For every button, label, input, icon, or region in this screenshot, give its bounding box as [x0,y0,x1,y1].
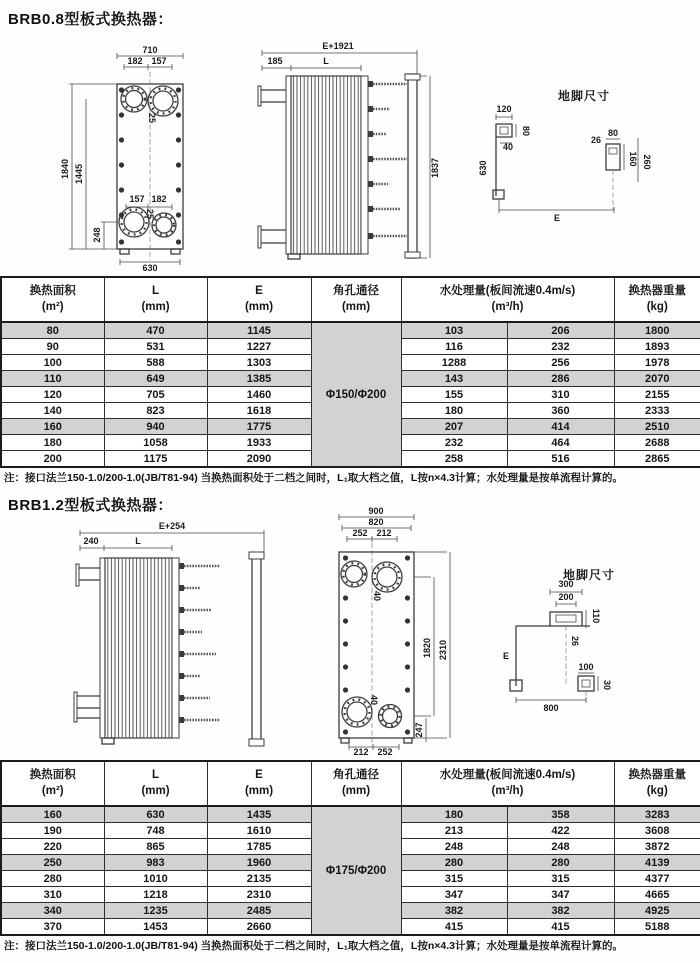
cell: 1235 [104,903,207,919]
cell: 280 [401,855,507,871]
cell: 464 [507,435,614,451]
dim-label: 252 [352,528,368,538]
plate-outline [339,552,414,743]
dim-label: 182 [127,56,143,66]
plate-pack [100,558,179,744]
cell: 2070 [614,371,700,387]
cell: 4665 [614,887,700,903]
cell: 1010 [104,871,207,887]
hole-size-cell: Φ150/Φ200 [311,322,401,467]
dim-label: 100 [578,662,594,672]
cell: 3283 [614,806,700,823]
cell: 143 [401,371,507,387]
cell: 315 [401,871,507,887]
brb12-foundation-drawing [486,566,700,716]
tie-bolts [179,563,220,723]
cell: 256 [507,355,614,371]
cell: 1303 [207,355,311,371]
cell: 649 [104,371,207,387]
section2-title: BRB1.2型板式换热器： [8,497,173,514]
cell: 3608 [614,823,700,839]
cell: 1775 [207,419,311,435]
cell: 382 [507,903,614,919]
cell: 280 [1,871,104,887]
dim-label: 1840 [60,158,70,180]
dim-label: 26 [590,135,602,145]
col-header: 换热器重量 (kg) [614,277,700,322]
dim-label: 630 [142,263,158,272]
dim-label: 1820 [422,637,432,659]
dim-label: 252 [377,747,393,757]
support-column [405,74,420,258]
cell: 1385 [207,371,311,387]
dim-label: E+254 [158,521,186,531]
col-header: 角孔通径 (mm) [311,277,401,322]
brb08-front-view-drawing [50,44,283,272]
dimension-lines [80,530,264,554]
cell: 347 [507,887,614,903]
cell: 80 [1,322,104,339]
brb12-side-view-drawing [52,520,282,758]
cell: 248 [507,839,614,855]
cell: 206 [507,322,614,339]
cell: 140 [1,403,104,419]
cell: 4925 [614,903,700,919]
cell: 258 [401,451,507,468]
dimension-labels [83,521,185,546]
col-header: E (mm) [207,277,311,322]
col-header: 水处理量(板间流速0.4m/s) (m³/h) [401,277,614,322]
dim-label: 80 [521,125,531,137]
cell: 2310 [207,887,311,903]
cell: 1610 [207,823,311,839]
dimension-labels [503,579,612,713]
cell: 705 [104,387,207,403]
cell: 470 [104,322,207,339]
cell: 2090 [207,451,311,468]
cell: 232 [401,435,507,451]
dim-label: L [323,56,329,66]
cell: 748 [104,823,207,839]
dim-label: 25 [147,112,157,124]
dim-label: 260 [642,154,652,170]
cell: 90 [1,339,104,355]
col-header: 换热面积 (m²) [1,277,104,322]
foundation-outline [510,612,594,700]
cell: 3872 [614,839,700,855]
dim-label: 157 [129,194,145,204]
cell: 1453 [104,919,207,936]
cell: 360 [507,403,614,419]
cell: 1288 [401,355,507,371]
cell: 190 [1,823,104,839]
dim-label: 710 [142,45,158,55]
cell: 370 [1,919,104,936]
cell: 1933 [207,435,311,451]
dim-label: 26 [570,635,580,647]
dim-label: 25 [145,208,155,220]
cell: 180 [401,403,507,419]
cell: 250 [1,855,104,871]
cell: 415 [507,919,614,936]
foundation-title: 地脚尺寸 [562,568,616,582]
cell: 180 [401,806,507,823]
cell: 4377 [614,871,700,887]
dim-label: 2310 [438,639,448,661]
table-row [1,322,700,339]
cell: 1058 [104,435,207,451]
cell: 422 [507,823,614,839]
cell: 415 [401,919,507,936]
dim-label: 40 [369,694,379,706]
cell: 1960 [207,855,311,871]
brb08-side-view-drawing [252,40,447,272]
dim-label: E [553,213,561,223]
cell: 983 [104,855,207,871]
cell: 531 [104,339,207,355]
cell: 630 [104,806,207,823]
cell: 1145 [207,322,311,339]
dimension-labels [478,104,652,223]
dim-label: 200 [558,592,574,602]
cell: 2510 [614,419,700,435]
cell: 1227 [207,339,311,355]
dim-label: 1445 [74,163,84,185]
left-flanges [258,86,290,248]
cell: 2135 [207,871,311,887]
cell: 213 [401,823,507,839]
table-note: 注：接口法兰150-1.0/200-1.0(JB/T81-94) 当换热面积处于二档之间时，L₁取大档之值，L按n×4.3计算；水处理量是按单流程计算的。 [4,472,623,484]
cell: 310 [1,887,104,903]
cell: 1785 [207,839,311,855]
cell: 200 [1,451,104,468]
cell: 2333 [614,403,700,419]
tie-bolts [368,81,407,239]
dim-label: 80 [607,128,619,138]
cell: 220 [1,839,104,855]
col-header: L (mm) [104,761,207,806]
cell: 588 [104,355,207,371]
cell: 823 [104,403,207,419]
cell: 2688 [614,435,700,451]
cell: 2155 [614,387,700,403]
dim-label: 120 [496,104,512,114]
cell: 1460 [207,387,311,403]
cell: 280 [507,855,614,871]
cell: 2485 [207,903,311,919]
dim-label: 820 [368,517,384,527]
dim-label: 800 [543,703,559,713]
dim-label: 185 [267,56,283,66]
dim-label: 40 [502,142,514,152]
dim-label: 40 [372,590,382,602]
dim-label: 160 [628,151,638,167]
dim-label: 110 [591,608,601,624]
table-note: 注：接口法兰150-1.0/200-1.0(JB/T81-94) 当换热面积处于二档之间时，L₁取大档之值，L按n×4.3计算；水处理量是按单流程计算的。 [4,940,623,952]
cell: 232 [507,339,614,355]
dim-label: 247 [414,722,424,738]
cell: 180 [1,435,104,451]
cell: 120 [1,387,104,403]
dim-label: 240 [83,536,99,546]
brb12-spec-table [0,760,700,936]
cell: 1175 [104,451,207,468]
dimension-labels [60,45,167,272]
col-header: 角孔通径 (mm) [311,761,401,806]
dim-label: 30 [602,679,612,691]
cell: 315 [507,871,614,887]
dim-label: E+1921 [322,41,354,51]
cell: 1800 [614,322,700,339]
section1-title: BRB0.8型板式换热器： [8,11,173,28]
cell: 103 [401,322,507,339]
cell: 310 [507,387,614,403]
dim-label: 157 [151,56,167,66]
cell: 5188 [614,919,700,936]
col-header: E (mm) [207,761,311,806]
brb08-foundation-drawing [472,86,700,236]
cell: 340 [1,903,104,919]
cell: 1435 [207,806,311,823]
plate-pack [286,76,368,259]
cell: 160 [1,806,104,823]
foundation-title: 地脚尺寸 [557,89,611,103]
dim-label: 212 [376,528,392,538]
cell: 1893 [614,339,700,355]
cell: 2865 [614,451,700,468]
cell: 1978 [614,355,700,371]
cell: 940 [104,419,207,435]
col-header: 换热面积 (m²) [1,761,104,806]
cell: 286 [507,371,614,387]
col-header: L (mm) [104,277,207,322]
col-header: 换热器重量 (kg) [614,761,700,806]
dim-label: 248 [92,227,102,243]
cell: 110 [1,371,104,387]
cell: 207 [401,419,507,435]
dim-label: 900 [368,506,384,516]
cell: 347 [401,887,507,903]
cell: 160 [1,419,104,435]
dim-label: L [135,536,141,546]
cell: 248 [401,839,507,855]
cell: 414 [507,419,614,435]
cell: 358 [507,806,614,823]
cell: 4139 [614,855,700,871]
cell: 116 [401,339,507,355]
cell: 382 [401,903,507,919]
cell: 1218 [104,887,207,903]
dim-label: 630 [478,160,488,176]
dim-label: 182 [151,194,167,204]
dim-label: 212 [353,747,369,757]
dimension-lines [516,589,598,703]
table-row [1,806,700,823]
cell: 865 [104,839,207,855]
brb12-front-view-drawing [318,506,486,758]
dim-label: 1837 [430,157,440,179]
hole-size-cell: Φ175/Φ200 [311,806,401,935]
cell: 516 [507,451,614,468]
dim-label: 300 [558,579,574,589]
support-column [249,552,264,746]
dimension-lines [339,514,450,750]
brb08-spec-table [0,276,700,468]
cell: 100 [1,355,104,371]
cell: 1618 [207,403,311,419]
cell: 155 [401,387,507,403]
cell: 2660 [207,919,311,936]
col-header: 水处理量(板间流速0.4m/s) (m³/h) [401,761,614,806]
dim-label: E [502,651,510,661]
